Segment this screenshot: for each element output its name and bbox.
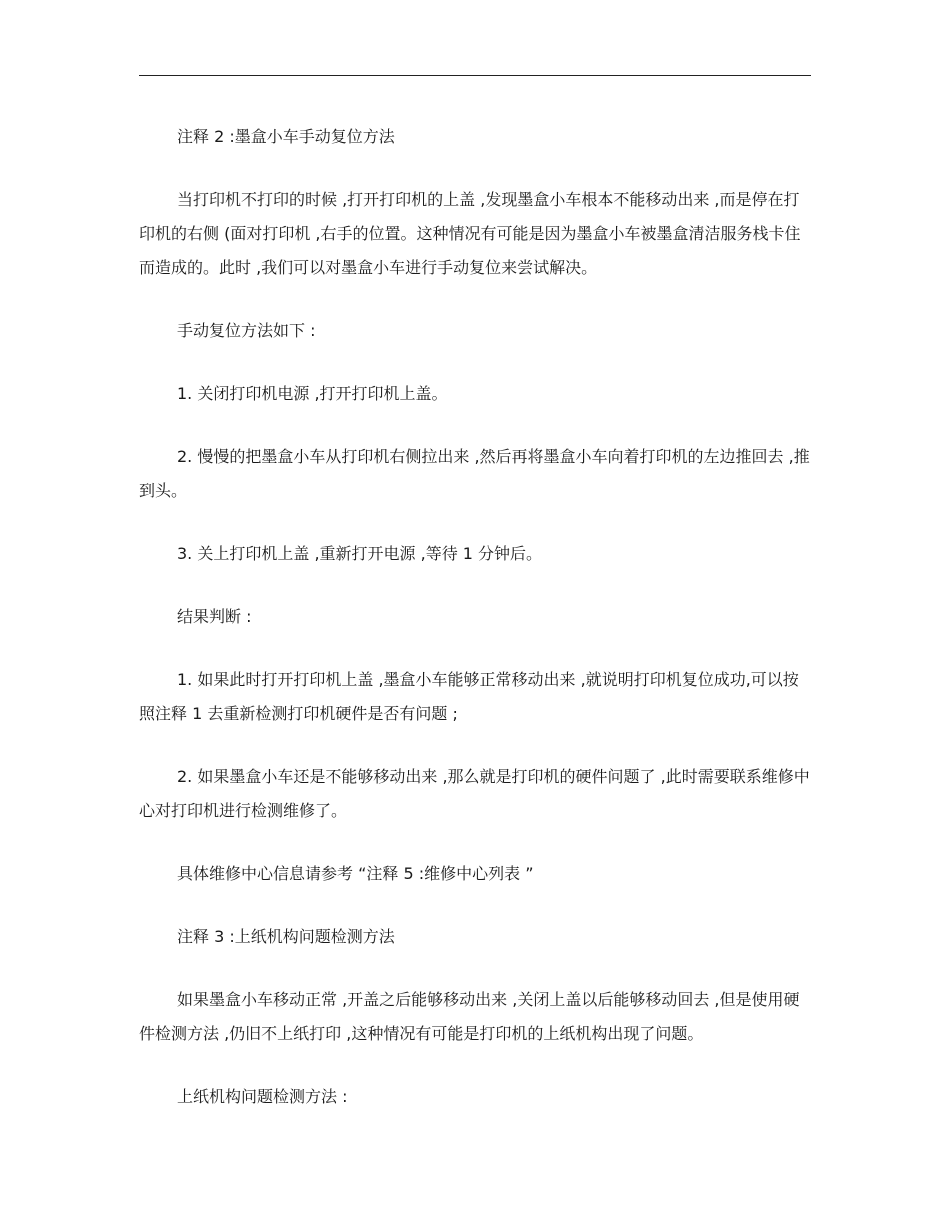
note-3-description: 如果墨盒小车移动正常 ,开盖之后能够移动出来 ,关闭上盖以后能够移动回去 ,但是使用硬件检测方法 ,仍旧不上纸打印 ,这种情况有可能是打印机的上纸机构出现了问题。 xyxy=(139,990,800,1043)
note-2-description: 当打印机不打印的时候 ,打开打印机的上盖 ,发现墨盒小车根本不能移动出来 ,而是停在打印机的右侧 (面对打印机 ,右手的位置。这种情况有可能是因为墨盒小车被墨盒清洁服务栈卡住而造成的。此时 ,我们可以对墨盒小车进行手动复位来尝试解决。 xyxy=(139,190,801,277)
reset-step-3: 3. 关上打印机上盖 ,重新打开电源 ,等待 1 分钟后。 xyxy=(177,544,543,563)
feed-mechanism-method-heading: 上纸机构问题检测方法 : xyxy=(177,1087,348,1106)
result-judgment-heading: 结果判断 : xyxy=(177,607,252,626)
reset-step-2: 2. 慢慢的把墨盒小车从打印机右侧拉出来 ,然后再将墨盒小车向着打印机的左边推回去 ,推到头。 xyxy=(139,447,810,500)
document-body xyxy=(139,120,811,1143)
note-3-title: 注释 3 :上纸机构问题检测方法 xyxy=(177,927,395,946)
service-center-reference: 具体维修中心信息请参考 “注释 5 :维修中心列表 ” xyxy=(177,864,534,883)
header-rule xyxy=(139,75,811,76)
result-case-2: 2. 如果墨盒小车还是不能够移动出来 ,那么就是打印机的硬件问题了 ,此时需要联系维修中心对打印机进行检测维修了。 xyxy=(139,767,810,820)
note-2-title: 注释 2 :墨盒小车手动复位方法 xyxy=(177,127,395,146)
reset-step-1: 1. 关闭打印机电源 ,打开打印机上盖。 xyxy=(177,384,448,403)
result-case-1: 1. 如果此时打开打印机上盖 ,墨盒小车能够正常移动出来 ,就说明打印机复位成功,可以按照注释 1 去重新检测打印机硬件是否有问题 ; xyxy=(139,670,799,723)
manual-reset-intro: 手动复位方法如下 : xyxy=(177,321,316,340)
